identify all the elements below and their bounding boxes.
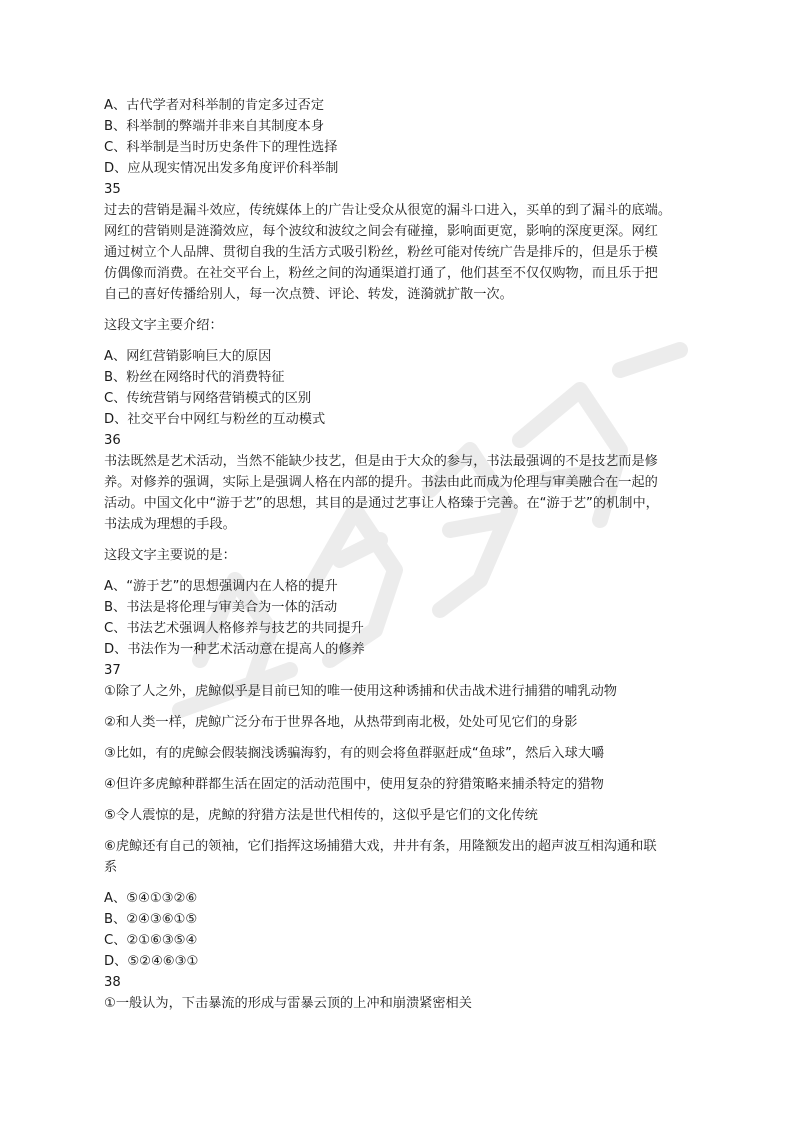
q35-number: 35 xyxy=(104,182,121,197)
q37-item-4: ④但许多虎鲸种群都生活在固定的活动范围中，使用复杂的狩猎策略来捕杀特定的猎物 xyxy=(104,777,604,792)
q34-option-b: B、科举制的弊端并非来自其制度本身 xyxy=(104,119,325,134)
q37-option-a: A、⑤④①③②⑥ xyxy=(104,891,198,906)
q36-passage-line: 活动。中国文化中“游于艺”的思想，其目的是通过艺事让人格臻于完善。在“游于艺”的机制中， xyxy=(104,496,659,511)
q35-question: 这段文字主要介绍： xyxy=(104,318,223,333)
q37-number: 37 xyxy=(104,663,121,678)
q35-option-c: C、传统营销与网络营销模式的区别 xyxy=(104,391,312,406)
q35-option-d: D、社交平台中网红与粉丝的互动模式 xyxy=(104,412,326,427)
q36-option-d: D、书法作为一种艺术活动意在提高人的修养 xyxy=(104,642,365,657)
q37-options xyxy=(104,888,696,972)
q37-item-1: ①除了人之外，虎鲸似乎是目前已知的唯一使用这种诱捕和伏击战术进行捕猎的哺乳动物 xyxy=(104,684,617,699)
q36-passage-line: 书法既然是艺术活动，当然不能缺少技艺，但是由于大众的参与，书法最强调的不是技艺而是修 xyxy=(104,454,658,469)
q37-item-3: ③比如，有的虎鲸会假装搁浅诱骗海豹，有的则会将鱼群驱赶成“鱼球”，然后入球大嚼 xyxy=(104,746,605,761)
document-body xyxy=(104,95,696,1014)
q35-passage xyxy=(104,200,696,305)
q38-item-1: ①一般认为，下击暴流的形成与雷暴云顶的上冲和崩溃紧密相关 xyxy=(104,996,472,1011)
q37-option-c: C、②①⑥③⑤④ xyxy=(104,933,198,948)
q37-item-6-line: ⑥虎鲸还有自己的领袖，它们指挥这场捕猎大戏，井井有条，用隆额发出的超声波互相沟通和联 xyxy=(104,839,657,854)
q35-option-b: B、粉丝在网络时代的消费特征 xyxy=(104,370,285,385)
q35-option-a: A、网红营销影响巨大的原因 xyxy=(104,349,272,364)
q34-option-c: C、科举制是当时历史条件下的理性选择 xyxy=(104,140,338,155)
q35-passage-line: 通过树立个人品牌、贯彻自我的生活方式吸引粉丝，粉丝可能对传统广告是排斥的，但是乐于模 xyxy=(104,245,658,260)
q35-passage-line: 自己的喜好传播给别人，每一次点赞、评论、转发，涟漪就扩散一次。 xyxy=(104,287,513,302)
q34-option-d: D、应从现实情况出发多角度评价科举制 xyxy=(104,161,339,176)
q36-question: 这段文字主要说的是： xyxy=(104,548,236,563)
q38-number: 38 xyxy=(104,975,121,990)
q37-option-b: B、②④③⑥①⑤ xyxy=(104,912,198,927)
q37-item-2: ②和人类一样，虎鲸广泛分布于世界各地，从热带到南北极，处处可见它们的身影 xyxy=(104,715,578,730)
q35-passage-line: 过去的营销是漏斗效应，传统媒体上的广告让受众从很宽的漏斗口进入，买单的到了漏斗的底端。 xyxy=(104,203,672,218)
q34-options xyxy=(104,95,696,179)
q35-passage-line: 仿偶像而消费。在社交平台上，粉丝之间的沟通渠道打通了，他们甚至不仅仅购物，而且乐于把 xyxy=(104,266,658,281)
q36-number: 36 xyxy=(104,433,121,448)
q37-option-d: D、⑤②④⑥③① xyxy=(104,954,199,969)
q36-options xyxy=(104,576,696,660)
q35-passage-line: 网红的营销则是涟漪效应，每个波纹和波纹之间会有碰撞，影响面更宽，影响的深度更深。网红 xyxy=(104,224,658,239)
q37-items xyxy=(104,681,696,878)
q34-option-a: A、古代学者对科举制的肯定多过否定 xyxy=(104,98,325,113)
q36-option-c: C、书法艺术强调人格修养与技艺的共同提升 xyxy=(104,621,364,636)
q36-passage-line: 书法成为理想的手段。 xyxy=(104,517,236,532)
q37-item-6-line: 系 xyxy=(104,860,118,875)
q36-passage xyxy=(104,451,696,535)
q35-options xyxy=(104,346,696,430)
q36-option-a: A、“游于艺”的思想强调内在人格的提升 xyxy=(104,579,338,594)
q36-option-b: B、书法是将伦理与审美合为一体的活动 xyxy=(104,600,338,615)
q36-passage-line: 养。对修养的强调，实际上是强调人格在内部的提升。书法由此而成为伦理与审美融合在一起的 xyxy=(104,475,658,490)
q37-item-5: ⑤令人震惊的是，虎鲸的狩猎方法是世代相传的，这似乎是它们的文化传统 xyxy=(104,808,538,823)
